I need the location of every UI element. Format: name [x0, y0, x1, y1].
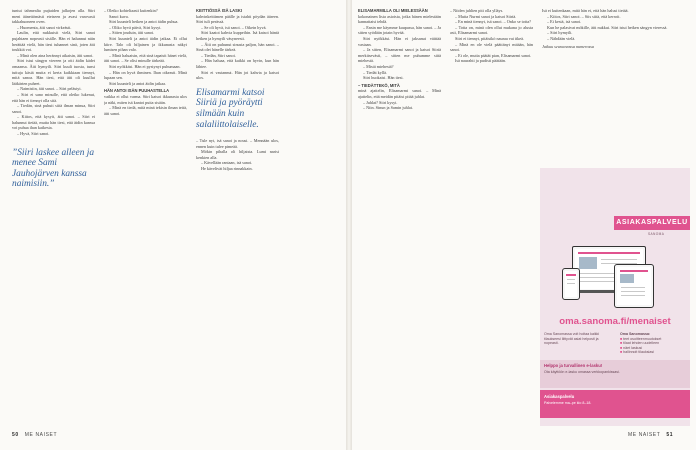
paragraph: Siiri nyökkäsi. Hän ei pystynyt puhumaan.: [109, 63, 181, 69]
paragraph: – En minä tiennyt, isä sanoi. – Onko se totta?: [455, 19, 531, 25]
pull-quote-left: ”Siiri laskee alleen ja menee Sami Jauhojärven kanssa naimisiin.”: [12, 147, 95, 190]
page-number: 51: [666, 432, 674, 438]
ad-header: ASIAKASPALVELU: [614, 216, 690, 230]
section-lead: – TIEDÄTTEKÖ, MITÄ: [358, 82, 400, 88]
section-lead: HÄN ANTOI ISÄN PUUHASTELLA: [104, 88, 170, 94]
paragraph: – Et ole, mutta päätät pian, Elisamarmi sanoi.: [455, 52, 532, 58]
ad-url[interactable]: oma.sanoma.fi/menaiset: [559, 316, 671, 327]
paragraph: – Sitten jouduin, äiti sanoi.: [109, 30, 155, 36]
paragraph: – Kävellään rantaan, isä sanoi.: [201, 160, 253, 166]
paragraph: – Mistä miehestä?: [363, 63, 394, 69]
paragraph: – Minä haluaisin, että sinä tapaisit hänet vielä, äiti sanoi. – Se olisi minulle tärkeää.: [104, 52, 187, 64]
paragraph: Siiri kuunteli ja antoi äidin jatkaa. Ei ollut kiire. Talo oli hiljainen ja ikkunasta näkyi lumisen pihan valo.: [104, 35, 187, 53]
section-lead: KEITTIÖSSÄ ISÄ LASKI: [196, 8, 242, 13]
magazine-name: ME NAISET: [628, 432, 661, 438]
list-item: ■ teet osoitteenmuutokset: [620, 336, 662, 341]
text-column-1: [12, 8, 95, 426]
paragraph: – Ja sitten, Elisamarmi sanoi ja katsoi Siiriä merkitsevästi, – sitten me puhumme siitä miehestä.: [358, 47, 441, 64]
list-item: ■ hallinnoit tilauksiasi: [620, 350, 654, 355]
paragraph: – Kiitos, että kysyit, äiti sanoi. – Siiri ei halunnut tietää, mutta hän tiesi, että äidin kanssa voi puhua ihan kaikesta.: [12, 114, 95, 131]
ad-hours-box: [540, 390, 690, 418]
paragraph: – Siiri hymyili.: [547, 30, 573, 36]
paragraph: Isä ei kuitenkaan, mitä hän ei, että hän halusi tietää.: [542, 8, 629, 13]
paragraph: – Totta on, minä olen ollut mukana jo alusta asti, Elisamarmi sanoi.: [450, 24, 533, 36]
folio-left: [12, 432, 57, 438]
paragraph: – Äiti on puhunut sinusta paljon, hän sanoi. – Sinä olet hänelle tärkeä.: [196, 41, 279, 53]
paragraph: He kävelivät hiljaa rinnakkain.: [201, 166, 253, 172]
paragraph: Siiri ei vastannut. Hän joi kahvia ja katsoi ulos.: [196, 69, 279, 81]
ad-intro: Oma Sanomassa voit hoitaa kaikki tilaukseesi liittyvät asiat helposti ja nopeasti.: [544, 332, 600, 346]
ad-hours-text: Palvelemme ma–pe klo 8–18.: [544, 401, 592, 405]
paragraph: minä ajattelin, Elisamarmi sanoi. – Minä ajattelin, että meidän pitäisi pitää juhlat.: [358, 88, 441, 99]
phone-illustration: [562, 268, 580, 300]
paragraph: – Tiedän, sinä puhuit siitä ilman minua, Siiri sanoi.: [12, 103, 95, 114]
customer-service-ad: [540, 168, 690, 426]
paragraph: – Oliko hyvä päivä, Siiri kysyi.: [109, 24, 162, 30]
paragraph: Siiri kuunteli hetken ja antoi äidin puhua.: [109, 19, 179, 25]
continuation-note: Jatkuu seuraavassa numerossa: [542, 43, 594, 49]
paragraph: – Niin. Sinun ja Samin juhlat.: [363, 105, 413, 111]
paragraph: – Siiri ei sano minulle, että oletko lukenut, että hän ei tiennyt olla sitä.: [12, 91, 95, 103]
paragraph: – Hän on hyvä ihminen. Ihan oikeasti. Minä lupaan sen.: [104, 69, 187, 81]
ad-help-title: Helppo ja turvallinen e-lasku!: [544, 363, 603, 368]
paragraph: – Tiedät kyllä.: [363, 69, 388, 75]
ad-list-title: Oma Sanomassa:: [620, 332, 651, 336]
paragraph: Laulin, että nukkuisit vielä, Siiri sanoi pujahtaen nopeasti sisälle. Hän ei halunnut näin herättää vielä, hän tiesi tuhannet sinä, joten äiti toukkiä voi.: [12, 30, 95, 53]
spine-gutter: [346, 0, 352, 450]
paragraph: – Oletko kohteliaasti kuitenkin?: [104, 8, 158, 13]
ad-help-box: [540, 360, 690, 388]
paragraph: Isä naurahti ja pudisti päätään.: [455, 58, 507, 64]
paragraph: – Hän haluaa, että kaikki on hyvin, kun hän lähtee.: [196, 58, 279, 69]
list-item: ■ näet laskusi: [620, 345, 643, 350]
page-number: 50: [12, 432, 19, 438]
paragraph: tuntui tahmealta pujtaiden jalkojen alla. Siiri meni äänettömästi eteiseen ja avasi varovasti takkahuoneen oven.: [12, 8, 95, 25]
folio-right: [628, 432, 673, 438]
paragraph: vaikka ei ollut varma. Siiri katsoi ikkunasta ulos ja näki, miten isä kantoi puita sisään.: [104, 93, 187, 105]
ad-feature-list: [620, 332, 686, 355]
text-column-3: [196, 8, 279, 426]
section-lead: ELISAMARMILLA OLI MIELESSÄÄN: [358, 8, 428, 13]
ad-brand: SANOMA: [648, 232, 665, 236]
text-column-5: [450, 8, 533, 426]
paragraph: – Minä en tiedä, mitä minä tekisin ilman teitä, äiti sanoi.: [104, 105, 187, 116]
paragraph: Siiri ei tiennyt, pitäisikö nauraa vai itkeä.: [455, 35, 525, 41]
paragraph: Sanoi kuva.: [109, 13, 129, 19]
paragraph: kokonainen lista asioista, jotka hänen mielestään kannattaisi tehdä.: [358, 13, 441, 25]
paragraph: – Hyvä, Siiri sanoi.: [17, 131, 50, 137]
paragraph: – Nähdään vielä.: [547, 35, 576, 41]
paragraph: – Se oli hyvä, isä sanoi. – Oikein hyvä.: [201, 24, 267, 30]
paragraph: – Minä en ole vielä päättänyt mitään, hän sanoi.: [450, 41, 533, 53]
paragraph: – Tiedän, Siiri sanoi.: [201, 52, 236, 58]
paragraph: – Ei kestä, isä sanoi.: [547, 19, 582, 25]
paragraph: – Huomenta, äiti sanoi virkeästi.: [17, 24, 72, 30]
ad-help-text: Ota käyttöön e-lasku omassa verkkopankissasi.: [544, 370, 620, 374]
paragraph: Mökin pihalla oli hiljaista. Lumi narisi kenkien alla.: [196, 149, 279, 160]
text-column-2: [104, 8, 187, 426]
paragraph: Kun he palasivat mökille, äiti nukkui. Siiri istui hetken sängyn vieressä.: [547, 24, 668, 30]
paragraph: kahvinkeittimen päälle ja istahti pöydän ääreen. Siiri tuli perässä.: [196, 13, 279, 25]
paragraph: – Juhlat? Siiri kysyi.: [363, 99, 398, 105]
magazine-name: ME NAISET: [24, 432, 58, 438]
column-1-paragraphs: [12, 8, 95, 137]
text-column-4: [358, 8, 441, 426]
pull-quote-right: Elisamarmi katsoi Siiriä ja pyöräytti silmään kuin salaliittolaiselle.: [196, 87, 265, 130]
paragraph: – Ensin me käymme kaupassa, hän sanoi. – Ja sitten syödään jotain hyvää.: [358, 24, 441, 36]
paragraph: Siiri huokaisi. Hän tiesi.: [363, 75, 404, 81]
tablet-illustration: [614, 264, 654, 308]
list-item: ■ tilaat lehden uudelleen: [620, 341, 660, 346]
paragraph: Siiri kaatoi kahvia kuppeihin. Isä katsoi häntä hetken ja hymyili väsyneesti.: [196, 30, 279, 41]
paragraph: – Minä olen aina herännyt aikaisin, äiti sanoi.: [17, 52, 94, 58]
paragraph: Siiri istui sängyn viereen ja otti äidin kädet omaansa. Äiti hymyili. Siiri kuuli tuosta, tunsi tuttuja käsiä mutta ei kerta kaikkiaan tiennyt, mitä sanoa. Hän tiesi, että äiti oli kuullut lääkärien puheet.: [12, 58, 95, 86]
paragraph: – Niiden juhlien piti olla ylläys.: [450, 8, 504, 13]
paragraph: Siiri kuunteli ja antoi äidin jatkaa.: [109, 80, 166, 86]
paragraph: – Tule nyt, isä sanoi ja nousi. – Mennään ulos, ennen kuin tulee pimeää.: [196, 138, 279, 149]
paragraph: – Kiitos, Siiri sanoi. – Siis siitä, että kerroit.: [547, 13, 621, 19]
paragraph: Siiri nyökkäsi. Hän ei jaksanut väittää vastaan.: [358, 35, 441, 47]
paragraph: – Mutta Nurmi sanoi ja katsoi Siiriä.: [455, 13, 517, 19]
text-column-6: [542, 8, 682, 158]
ad-hours-title: Asiakaspalvelu: [544, 394, 575, 399]
paragraph: – Naimisiin, äiti sanoi. – Siiri pelästyi.: [17, 86, 82, 92]
